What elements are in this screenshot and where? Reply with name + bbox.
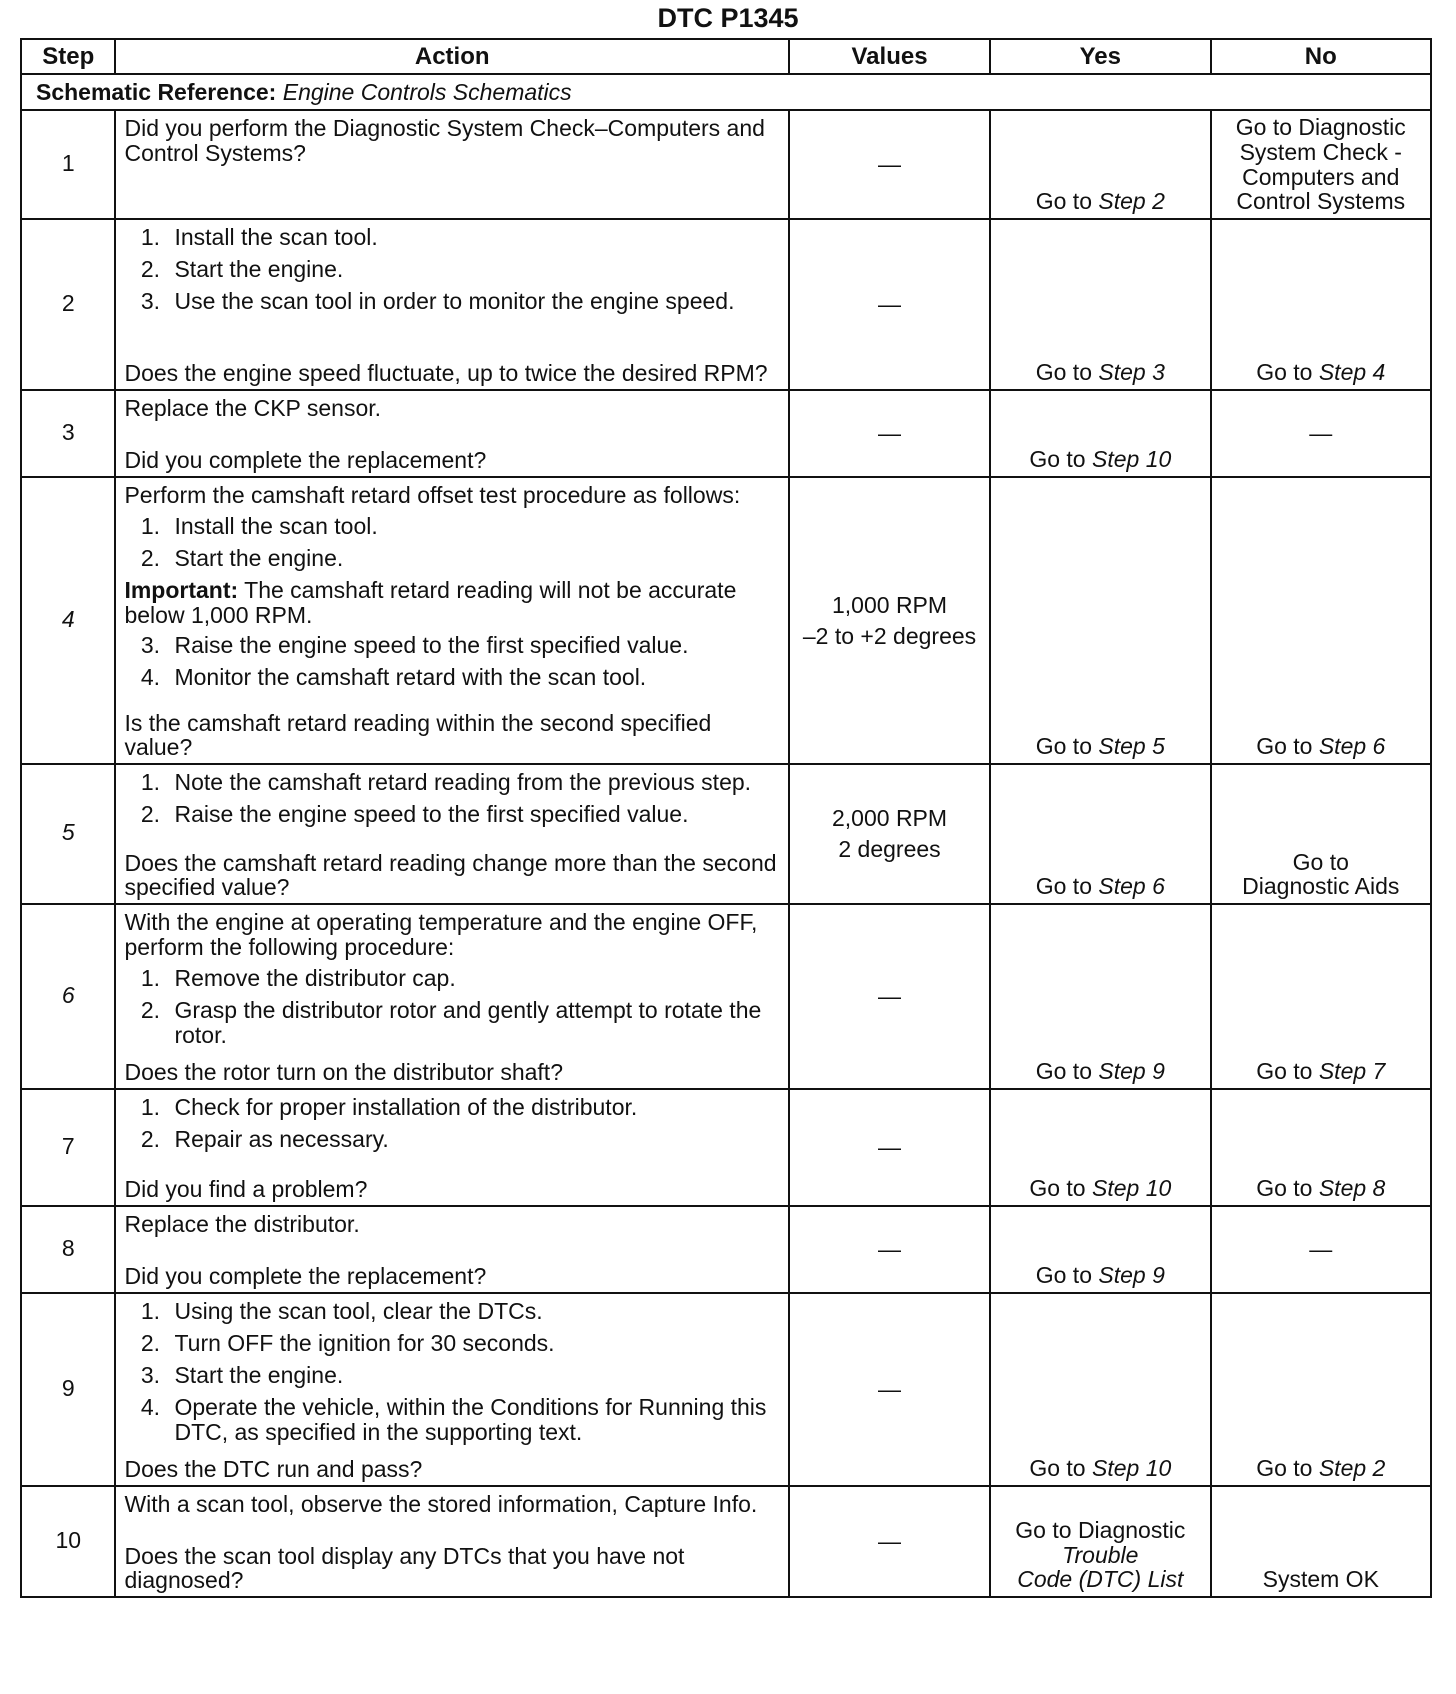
table-row [21,390,1431,477]
yes-cell [990,1486,1210,1597]
yes-line: Trouble [1062,1541,1139,1568]
action-text: Did you perform the Diagnostic System Check–Computers and Control Systems? [124,115,765,166]
action-cell [115,477,789,764]
list-item: 4. Operate the vehicle, within the Conditions for Running this DTC, as specified in the supporting text. [166,1395,780,1445]
step-number: 1 [21,110,115,219]
yes-goto-prefix: Go to [1035,359,1099,386]
list-item: 3. Start the engine. [166,1363,780,1388]
no-line: Go to [1292,848,1349,875]
action-question: Did you complete the replacement? [124,1263,487,1290]
yes-cell [990,904,1210,1089]
no-goto-target: Step 7 [1318,1058,1386,1085]
action-content [124,394,780,473]
no-text: System OK [1262,1566,1379,1593]
no-line: Go to Diagnostic [1235,114,1406,140]
value-text: — [878,1376,902,1403]
action-list [124,1299,780,1444]
yes-line: Go to Diagnostic [1015,1516,1186,1543]
yes-goto [1029,1175,1171,1201]
no-line: Control Systems [1236,188,1406,215]
action-question: Is the camshaft retard reading within the second specified value? [124,709,712,761]
no-cell [1211,1486,1431,1597]
yes-cell [990,1293,1210,1486]
step-number: 5 [21,764,115,904]
yes-goto-target: Step 3 [1098,359,1165,386]
table-body [21,110,1431,1597]
no-line: Diagnostic Aids [1242,873,1400,900]
yes-cell [990,1206,1210,1293]
yes-goto [1036,1058,1165,1084]
table-row [21,904,1431,1089]
yes-goto [1029,1455,1171,1481]
list-item: 2. Start the engine. [166,546,780,571]
no-dash: — [1309,419,1333,446]
action-top [124,114,780,172]
action-cell [115,390,789,477]
list-item: 3. Use the scan tool in order to monitor the engine speed. [166,289,780,314]
no-cell [1211,1089,1431,1206]
action-top [124,481,780,697]
no-line: Computers and [1242,163,1400,190]
list-item: 1. Install the scan tool. [166,225,780,250]
value-text: 2,000 RPM [832,805,948,832]
action-content [124,768,780,900]
action-list [124,225,780,313]
yes-goto-target: Step 9 [1098,1058,1165,1085]
action-question: Does the engine speed fluctuate, up to twice the desired RPM? [124,360,768,387]
list-item: 2. Start the engine. [166,257,780,282]
yes-goto-prefix: Go to [1029,1455,1092,1482]
values-cell [789,477,990,764]
no-goto-prefix: Go to [1256,1058,1319,1085]
no-dash: — [1309,1235,1333,1262]
action-text: Replace the CKP sensor. [124,395,382,422]
yes-goto-target: Step 2 [1098,188,1165,215]
action-question: Does the scan tool display any DTCs that you have not diagnosed? [124,1542,685,1594]
action-question: Does the rotor turn on the distributor shaft? [124,1059,563,1086]
action-list [124,1095,780,1152]
schematic-reference-value: Engine Controls Schematics [282,78,572,105]
header-step: Step [21,39,115,74]
no-goto-target: Step 8 [1318,1175,1386,1202]
no-cell [1211,764,1431,904]
action-content [124,1093,780,1202]
action-content [124,908,780,1085]
no-goto [1256,1175,1385,1201]
action-top [124,1210,780,1243]
table-row [21,219,1431,390]
yes-goto-prefix: Go to [1029,1175,1092,1202]
yes-cell [990,110,1210,219]
yes-goto-prefix: Go to [1035,733,1099,760]
yes-goto [1036,733,1165,759]
table-row [21,1206,1431,1293]
yes-goto-prefix: Go to [1035,188,1099,215]
action-content [124,1297,780,1482]
yes-goto-prefix: Go to [1035,873,1099,900]
action-question: Does the camshaft retard reading change more than the second specified value? [124,849,777,901]
action-content [124,223,780,386]
yes-goto-target: Step 9 [1098,1262,1165,1289]
table-row [21,110,1431,219]
header-action: Action [115,39,789,74]
yes-goto-prefix: Go to [1035,1262,1099,1289]
list-item: 1. Check for proper installation of the distributor. [166,1095,780,1120]
action-cell [115,904,789,1089]
step-number: 3 [21,390,115,477]
yes-goto [1036,359,1165,385]
page-title: DTC P1345 [657,3,799,33]
yes-goto-prefix: Go to [1035,1058,1099,1085]
schematic-reference-label: Schematic Reference: [36,78,277,105]
action-list [124,514,780,571]
table-row [21,1089,1431,1206]
action-content [124,1210,780,1289]
list-item: 2. Repair as necessary. [166,1127,780,1152]
no-cell [1211,110,1431,219]
values-cell [789,1293,990,1486]
list-item: 2. Turn OFF the ignition for 30 seconds. [166,1331,780,1356]
list-item: 2. Grasp the distributor rotor and gently attempt to rotate the rotor. [166,998,780,1048]
table-row [21,764,1431,904]
no-cell [1211,219,1431,390]
action-content [124,114,780,215]
yes-goto-target: Step 10 [1091,446,1172,473]
action-list [124,770,780,827]
table-row [21,1293,1431,1486]
step-number: 4 [21,477,115,764]
values-cell [789,110,990,219]
yes-goto [1029,446,1171,472]
value-text: — [878,420,902,447]
yes-goto-prefix: Go to [1029,446,1092,473]
yes-cell [990,390,1210,477]
action-list [124,633,780,690]
action-question: Does the DTC run and pass? [124,1456,423,1483]
diagnostic-table [20,38,1432,1598]
no-goto-prefix: Go to [1256,1455,1319,1482]
action-content [124,1490,780,1593]
no-cell [1211,904,1431,1089]
values-cell [789,1089,990,1206]
action-top [124,1490,780,1523]
list-item: 2. Raise the engine speed to the first specified value. [166,802,780,827]
list-item: 3. Raise the engine speed to the first specified value. [166,633,780,658]
yes-goto-target: Step 5 [1098,733,1165,760]
action-list [124,966,780,1047]
action-cell [115,1089,789,1206]
yes-goto-target: Step 6 [1098,873,1165,900]
schematic-reference-row [21,74,1431,110]
action-top [124,1093,780,1159]
yes-goto-target: Step 10 [1091,1455,1172,1482]
no-goto [1256,1058,1385,1084]
action-question: Did you complete the replacement? [124,447,487,474]
values-cell [789,1486,990,1597]
step-number: 6 [21,904,115,1089]
yes-cell [990,1089,1210,1206]
table-row [21,477,1431,764]
value-text: — [878,983,902,1010]
no-goto-target: Step 2 [1318,1455,1386,1482]
no-goto-target: Step 6 [1318,733,1386,760]
yes-goto [1036,873,1165,899]
no-cell [1211,477,1431,764]
no-goto [1256,733,1385,759]
no-goto [1256,359,1385,385]
action-cell [115,110,789,219]
important-text: The camshaft retard reading will not be accurate below 1,000 RPM. [124,576,737,628]
table-header-row [21,39,1431,74]
value-text: — [878,1236,902,1263]
action-text: Replace the distributor. [124,1211,360,1238]
action-top [124,768,780,834]
action-text: With the engine at operating temperature and the engine OFF, perform the following procedure: [124,909,758,961]
header-values: Values [789,39,990,74]
header-no: No [1211,39,1431,74]
values-cell [789,1206,990,1293]
list-item: 1. Remove the distributor cap. [166,966,780,991]
no-goto-prefix: Go to [1256,359,1319,386]
action-question: Did you find a problem? [124,1176,368,1203]
no-goto-target: Step 4 [1318,359,1386,386]
table-row [21,1486,1431,1597]
no-cell [1211,390,1431,477]
yes-cell [990,219,1210,390]
action-top [124,908,780,1054]
step-number: 9 [21,1293,115,1486]
action-top [124,1297,780,1451]
yes-goto [1036,1262,1165,1288]
action-cell [115,219,789,390]
action-cell [115,764,789,904]
values-cell [789,904,990,1089]
action-cell [115,1293,789,1486]
action-top [124,394,780,427]
header-yes: Yes [990,39,1210,74]
yes-line: Code (DTC) List [1017,1566,1184,1593]
value-text: — [878,1528,902,1555]
no-cell [1211,1293,1431,1486]
schematic-reference [21,74,1431,110]
yes-cell [990,764,1210,904]
action-text: Perform the camshaft retard offset test procedure as follows: [124,482,741,509]
no-goto-prefix: Go to [1256,733,1319,760]
values-cell [789,219,990,390]
step-number: 2 [21,219,115,390]
action-content [124,481,780,760]
step-number: 7 [21,1089,115,1206]
important-label: Important: [124,576,239,603]
action-cell [115,1486,789,1597]
values-cell [789,390,990,477]
value-text: — [878,1134,902,1161]
step-number: 8 [21,1206,115,1293]
yes-goto [1036,188,1165,214]
value-text: 1,000 RPM [832,591,948,618]
list-item: 1. Using the scan tool, clear the DTCs. [166,1299,780,1324]
yes-goto-target: Step 10 [1091,1175,1172,1202]
action-text: With a scan tool, observe the stored information, Capture Info. [124,1491,758,1518]
action-cell [115,1206,789,1293]
no-cell [1211,1206,1431,1293]
no-goto-prefix: Go to [1256,1175,1319,1202]
no-goto [1256,1455,1385,1481]
no-line: System Check - [1239,138,1402,165]
value-text: –2 to +2 degrees [802,622,977,649]
step-number: 10 [21,1486,115,1597]
values-cell [789,764,990,904]
list-item: 4. Monitor the camshaft retard with the scan tool. [166,665,780,690]
yes-cell [990,477,1210,764]
value-text: — [878,291,902,318]
important-note [124,578,780,628]
action-top [124,223,780,320]
value-text: 2 degrees [838,836,941,863]
list-item: 1. Note the camshaft retard reading from the previous step. [166,770,780,795]
list-item: 1. Install the scan tool. [166,514,780,539]
value-text: — [878,151,902,178]
